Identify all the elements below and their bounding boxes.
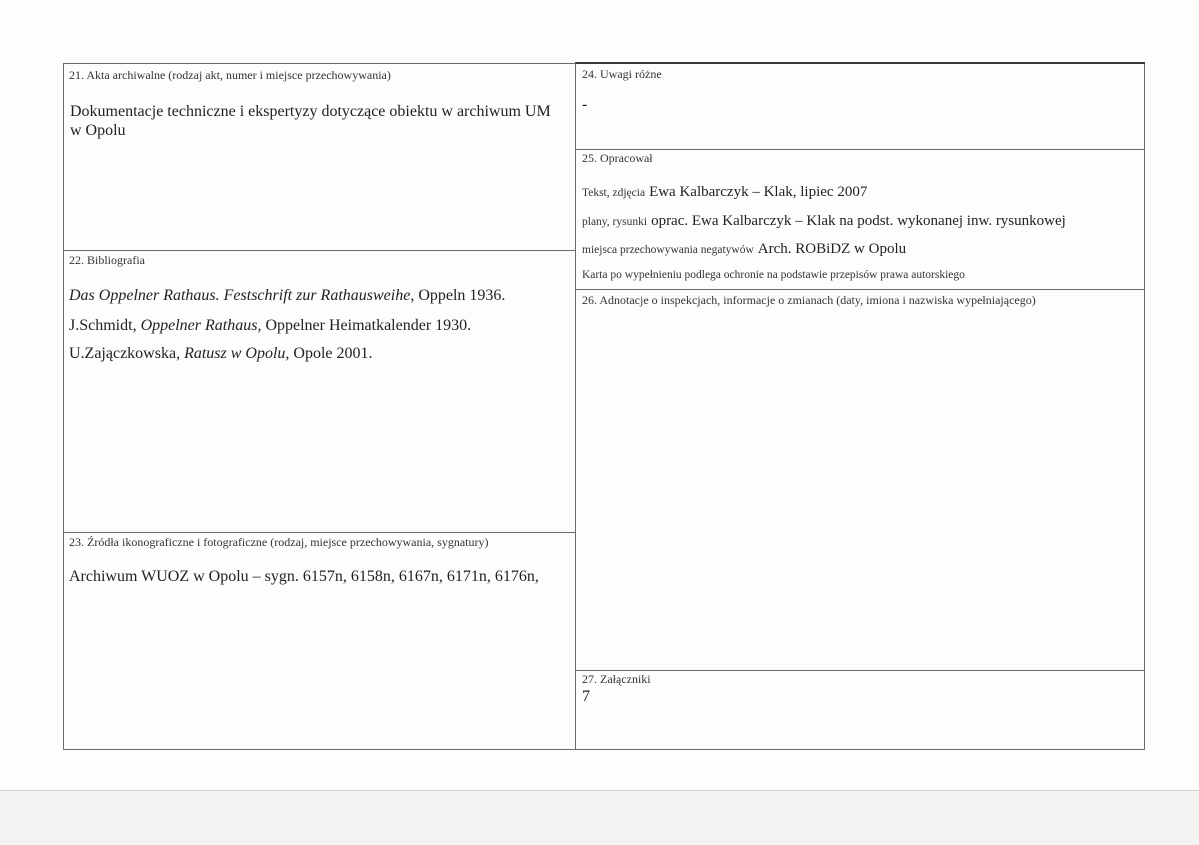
entry-title: Oppelner Rathaus, — [140, 317, 262, 334]
section-23-label: 23. Źródła ikonograficzne i fotograficzne (rodzaj, miejsce przechowywania, sygnatury) — [69, 535, 489, 549]
entry-author: U.Zajączkowska, — [69, 345, 185, 362]
entry-details: Oppelner Heimatkalender 1930. — [261, 317, 472, 334]
entry-author: J.Schmidt, — [69, 317, 141, 334]
copyright-notice: Karta po wypełnieniu podlega ochronie na podstawie przepisów prawa autorskiego — [582, 269, 965, 281]
section-24-label: 24. Uwagi różne — [582, 67, 662, 81]
section-27 — [576, 670, 1145, 750]
section-25 — [576, 149, 1145, 289]
page-bottom-edge — [0, 790, 1199, 845]
bibliography-entry — [69, 286, 505, 305]
section-24-content: - — [582, 96, 588, 113]
entry-details: , Oppeln 1936. — [410, 287, 506, 304]
section-25-label: 25. Opracował — [582, 151, 653, 165]
author-row — [582, 240, 906, 258]
entry-title: Ratusz w Opolu, — [184, 345, 290, 362]
section-23 — [63, 532, 575, 750]
author-row — [582, 212, 1066, 230]
section-21 — [63, 63, 575, 250]
section-22-label: 22. Bibliografia — [69, 253, 145, 267]
section-23-content: Archiwum WUOZ w Opolu – sygn. 6157n, 6158n, 6167n, 6171n, 6176n, — [69, 568, 539, 585]
author-row — [582, 183, 867, 201]
author-row-value: oprac. Ewa Kalbarczyk – Klak na podst. wykonanej inw. rysunkowej — [651, 213, 1066, 229]
entry-title: Das Oppelner Rathaus. Festschrift zur Rathausweihe — [69, 287, 411, 304]
section-24 — [576, 63, 1145, 149]
section-27-content: 7 — [582, 688, 590, 705]
section-26-label: 26. Adnotacje o inspekcjach, informacje o zmianach (daty, imiona i nazwiska wypełniającego) — [582, 293, 1036, 307]
author-row-key: plany, rysunki — [582, 216, 648, 228]
author-row-key: Tekst, zdjęcia — [582, 187, 646, 199]
author-row-value: Ewa Kalbarczyk – Klak, lipiec 2007 — [649, 184, 868, 200]
author-row-value: Arch. ROBiDZ w Opolu — [757, 241, 907, 257]
section-26 — [576, 289, 1145, 670]
author-row-key: miejsca przechowywania negatywów — [582, 244, 754, 256]
entry-details: Opole 2001. — [289, 345, 373, 362]
bibliography-entry — [69, 316, 471, 335]
section-21-content: Dokumentacje techniczne i ekspertyzy dotyczące obiektu w archiwum UM w Opolu — [70, 103, 551, 139]
section-22 — [63, 250, 575, 532]
section-27-label: 27. Załączniki — [582, 672, 651, 686]
section-21-label: 21. Akta archiwalne (rodzaj akt, numer i miejsce przechowywania) — [69, 68, 391, 82]
bibliography-entry — [69, 344, 373, 363]
